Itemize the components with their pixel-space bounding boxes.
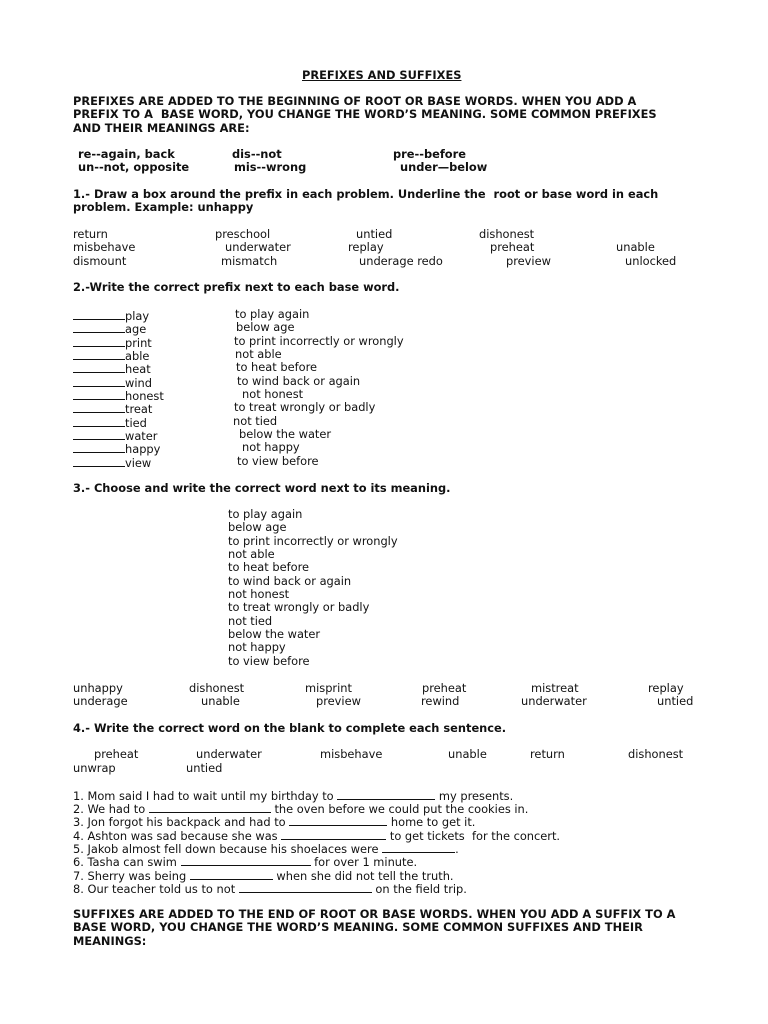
prefix-intro-line-2: PREFIX TO A BASE WORD, YOU CHANGE THE WORD’S MEANING. SOME COMMON PREFIXES	[73, 107, 657, 121]
answer-blank[interactable]	[149, 801, 271, 813]
section3-word: rewind	[421, 694, 460, 708]
section1-word: preview	[506, 254, 551, 268]
section1-word: mismatch	[221, 254, 278, 268]
section3-word: replay	[648, 681, 684, 695]
prefix-meaning-un: un--not, opposite	[78, 160, 190, 174]
prefix-blank[interactable]	[73, 361, 125, 373]
prefix-meaning-under: under—below	[400, 160, 488, 174]
prefix-blank[interactable]	[73, 415, 125, 427]
answer-blank[interactable]	[289, 814, 387, 826]
section2-item: treat	[73, 401, 152, 416]
section3-meaning: to wind back or again	[228, 574, 352, 588]
section1-word: misbehave	[73, 240, 136, 254]
section3-meaning: to treat wrongly or badly	[228, 600, 370, 614]
word-bank-item: untied	[186, 761, 223, 775]
section3-word: preheat	[422, 681, 467, 695]
section2-item-meaning: below the water	[239, 427, 332, 441]
sentence-4: 4. Ashton was sad because she was to get tickets for the concert.	[73, 829, 561, 843]
section1-word: unable	[616, 240, 655, 254]
prefix-blank[interactable]	[73, 441, 125, 453]
section2-item-meaning: to heat before	[236, 360, 318, 374]
sentence-6: 6. Tasha can swim for over 1 minute.	[73, 855, 418, 869]
section3-meaning: to view before	[228, 654, 310, 668]
section2-item: wind	[73, 375, 152, 390]
section3-word: preview	[316, 694, 361, 708]
sentence-1: 1. Mom said I had to wait until my birthday to my presents.	[73, 789, 514, 803]
suffix-intro-line-1: SUFFIXES ARE ADDED TO THE END OF ROOT OR BASE WORDS. WHEN YOU ADD A SUFFIX TO A	[73, 907, 676, 921]
section1-word: preschool	[215, 227, 271, 241]
section2-heading: 2.-Write the correct prefix next to each base word.	[73, 280, 400, 294]
prefix-meaning-re: re--again, back	[78, 147, 175, 161]
section2-item: water	[73, 428, 157, 443]
prefix-blank[interactable]	[73, 401, 125, 413]
sentence-3: 3. Jon forgot his backpack and had to home to get it.	[73, 815, 476, 829]
section3-meaning: below the water	[228, 627, 321, 641]
prefix-blank[interactable]	[73, 375, 125, 387]
section2-item: age	[73, 321, 146, 336]
section3-meaning: not happy	[228, 640, 286, 654]
section2-item-meaning: not happy	[242, 440, 300, 454]
prefix-intro-line-1: PREFIXES ARE ADDED TO THE BEGINNING OF ROOT OR BASE WORDS. WHEN YOU ADD A	[73, 94, 637, 108]
section4-heading: 4.- Write the correct word on the blank to complete each sentence.	[73, 721, 507, 735]
section1-word: replay	[348, 240, 384, 254]
section1-word: underwater	[225, 240, 291, 254]
prefix-intro-line-3: AND THEIR MEANINGS ARE:	[73, 121, 250, 135]
section3-word: misprint	[305, 681, 352, 695]
sentence-5: 5. Jakob almost fell down because his shoelaces were .	[73, 842, 459, 856]
section1-instructions-line-1: 1.- Draw a box around the prefix in each problem. Underline the root or base word in each	[73, 187, 659, 201]
prefix-blank[interactable]	[73, 348, 125, 360]
section2-item: happy	[73, 441, 160, 456]
sentence-2: 2. We had to the oven before we could put the cookies in.	[73, 802, 529, 816]
answer-blank[interactable]	[281, 828, 386, 840]
section2-item-meaning: not tied	[233, 414, 278, 428]
word-bank-item: dishonest	[628, 747, 684, 761]
section3-word: dishonest	[189, 681, 245, 695]
suffix-intro-line-3: MEANINGS:	[73, 934, 147, 948]
section1-word: unlocked	[625, 254, 677, 268]
suffix-intro-line-2: BASE WORD, YOU CHANGE THE WORD’S MEANING. SOME COMMON SUFFIXES AND THEIR	[73, 920, 643, 934]
section1-word: untied	[356, 227, 393, 241]
prefix-blank[interactable]	[73, 388, 125, 400]
section2-item: play	[73, 308, 149, 323]
section3-meaning: not able	[228, 547, 275, 561]
sentence-8: 8. Our teacher told us to not on the field trip.	[73, 882, 467, 896]
section3-word: untied	[657, 694, 694, 708]
section3-meaning: not tied	[228, 614, 273, 628]
answer-blank[interactable]	[181, 854, 311, 866]
section2-item-meaning: to view before	[237, 454, 319, 468]
section3-word: underage	[73, 694, 128, 708]
prefix-blank[interactable]	[73, 335, 125, 347]
section3-meaning: to play again	[228, 507, 303, 521]
section2-item-meaning: to print incorrectly or wrongly	[234, 334, 404, 348]
word-bank-item: return	[530, 747, 565, 761]
section2-item: honest	[73, 388, 164, 403]
answer-blank[interactable]	[382, 841, 455, 853]
section3-meaning: to heat before	[228, 560, 310, 574]
section1-word: underage redo	[359, 254, 443, 268]
section2-item-meaning: not able	[235, 347, 282, 361]
prefix-meaning-mis: mis--wrong	[234, 160, 307, 174]
section3-meaning: below age	[228, 520, 287, 534]
word-bank-item: unable	[448, 747, 487, 761]
word-bank-item: preheat	[94, 747, 139, 761]
prefix-blank[interactable]	[73, 308, 125, 320]
section2-item: heat	[73, 361, 151, 376]
section3-word: mistreat	[531, 681, 579, 695]
section2-item-meaning: not honest	[242, 387, 304, 401]
section3-word: unhappy	[73, 681, 123, 695]
section2-item: print	[73, 335, 152, 350]
section2-item: tied	[73, 415, 147, 430]
answer-blank[interactable]	[239, 881, 372, 893]
prefix-blank[interactable]	[73, 321, 125, 333]
sentence-7: 7. Sherry was being when she did not tell the truth.	[73, 869, 454, 883]
section2-item-meaning: to treat wrongly or badly	[234, 400, 376, 414]
section1-instructions-line-2: problem. Example: unhappy	[73, 200, 254, 214]
prefix-blank[interactable]	[73, 428, 125, 440]
answer-blank[interactable]	[337, 788, 435, 800]
section3-word: unable	[201, 694, 240, 708]
word-bank-item: misbehave	[320, 747, 383, 761]
prefix-meaning-pre: pre--before	[393, 147, 466, 161]
section1-word: dismount	[73, 254, 127, 268]
section2-item-meaning: below age	[236, 320, 295, 334]
prefix-blank[interactable]	[73, 455, 125, 467]
section3-meaning: not honest	[228, 587, 290, 601]
page-title: PREFIXES AND SUFFIXES	[302, 68, 462, 82]
section3-word: underwater	[521, 694, 587, 708]
answer-blank[interactable]	[190, 868, 273, 880]
section1-word: preheat	[490, 240, 535, 254]
section2-item-meaning: to wind back or again	[237, 374, 361, 388]
section1-word: dishonest	[479, 227, 535, 241]
section3-heading: 3.- Choose and write the correct word next to its meaning.	[73, 481, 451, 495]
word-bank-item: unwrap	[73, 761, 116, 775]
section2-item-meaning: to play again	[235, 307, 310, 321]
section1-word: return	[73, 227, 108, 241]
section3-meaning: to print incorrectly or wrongly	[228, 534, 398, 548]
section2-item: able	[73, 348, 149, 363]
section2-item: view	[73, 455, 151, 470]
prefix-meaning-dis: dis--not	[232, 147, 282, 161]
word-bank-item: underwater	[196, 747, 262, 761]
